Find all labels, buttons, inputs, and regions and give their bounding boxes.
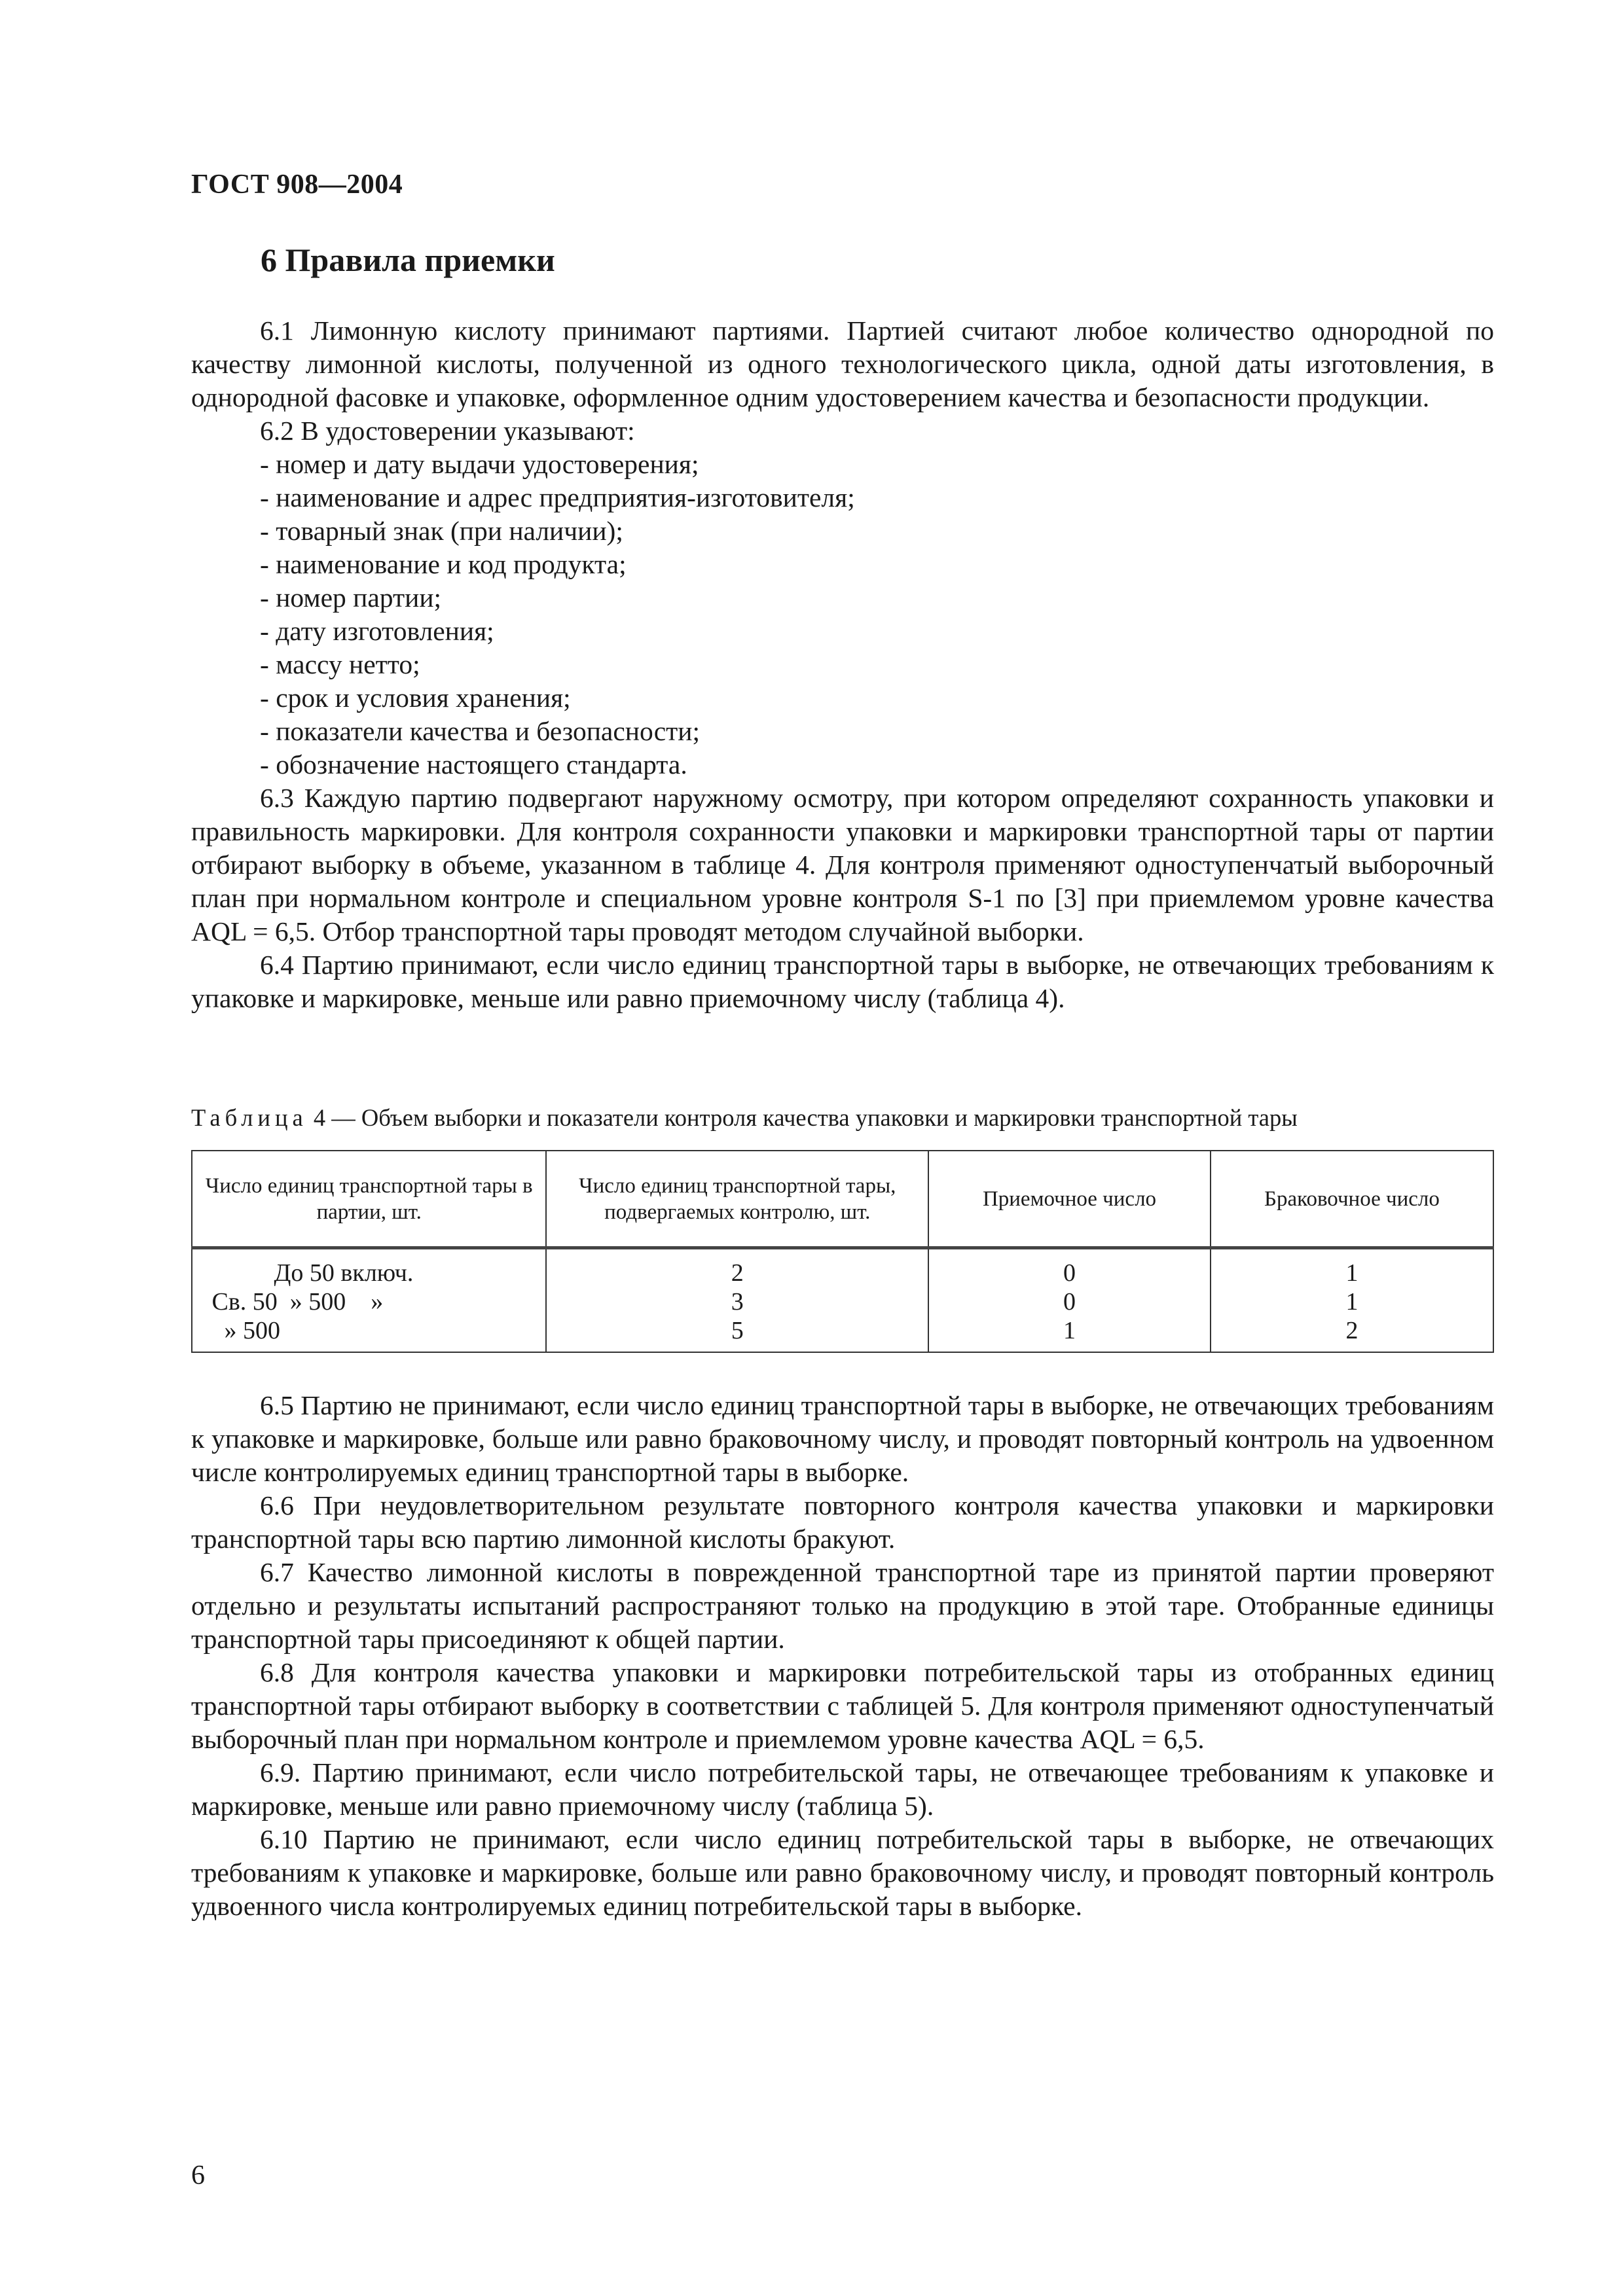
document-code: ГОСТ 908—2004: [191, 170, 403, 200]
paragraph: 6.7 Качество лимонной кислоты в поврежденной транспортной таре из принятой партии проверяют отдельно и результаты испытаний распространяют только на продукцию в этой таре. Отобранные единицы транспортной тары присоединяют к общей партии.: [191, 1557, 1494, 1654]
list-item: - наименование и адрес предприятия-изготовителя;: [260, 482, 855, 512]
page-number: 6: [191, 2161, 205, 2191]
paragraph: 6.10 Партию не принимают, если число единиц потребительской тары в выборке, не отвечающих требованиям к упаковке и маркировке, больше или равно браковочному числу, и проводят повторный контроль удвоенного числа контролируемых единиц потребительской тары в выборке.: [191, 1824, 1494, 1921]
table-header-cell: Число единиц транспортной тары, подвергаемых контролю, шт.: [546, 1151, 928, 1248]
table-header-row: [192, 1151, 1493, 1248]
table-cell-sample-size: [546, 1248, 928, 1353]
paragraph: 6.4 Партию принимают, если число единиц транспортной тары в выборке, не отвечающих требованиям к упаковке и маркировке, меньше или равно приемочному числу (таблица 4).: [191, 950, 1494, 1013]
paragraph: 6.8 Для контроля качества упаковки и маркировки потребительской тары из отобранных единиц транспортной тары отбирают выборку в соответствии с таблицей 5. Для контроля применяют одноступенчатый выборочный план при нормальном контроле и приемлемом уровне качества AQL = 6,5.: [191, 1657, 1494, 1754]
text-block-top: [191, 314, 1494, 1015]
rejection-value: 1: [1345, 1259, 1359, 1287]
paragraph: 6.1 Лимонную кислоту принимают партиями. Партией считают любое количество однородной по качеству лимонной кислоты, полученной из одного технологического цикла, одной даты изготовления, в однородной фасовке и упаковке, оформленное одним удостоверением качества и безопасности продукции.: [191, 315, 1494, 412]
paragraph: 6.2 В удостоверении указывают:: [260, 416, 635, 446]
sample-size-value: 3: [731, 1288, 744, 1316]
sample-size-value: 2: [731, 1259, 744, 1287]
list-item: - дату изготовления;: [260, 616, 494, 646]
acceptance-value: 0: [1063, 1288, 1076, 1316]
table-caption-prefix: Таблица: [191, 1104, 308, 1131]
table-4: [191, 1150, 1494, 1353]
list-item: - массу нетто;: [260, 649, 420, 679]
paragraph: 6.5 Партию не принимают, если число единиц транспортной тары в выборке, не отвечающих требованиям к упаковке и маркировке, больше или равно браковочному числу, и проводят повторный контроль на удвоенном числе контролируемых единиц транспортной тары в выборке.: [191, 1390, 1494, 1487]
table-header-cell: Число единиц транспортной тары в партии, шт.: [192, 1151, 546, 1248]
text-block-bottom: [191, 1389, 1494, 1923]
section-title: 6 Правила приемки: [261, 242, 555, 278]
sample-size-value: 5: [731, 1317, 744, 1344]
list-item: - показатели качества и безопасности;: [260, 716, 701, 746]
paragraph: 6.3 Каждую партию подвергают наружному осмотру, при котором определяют сохранность упаковки и правильность маркировки. Для контроля сохранности упаковки и маркировки транспортной тары от партии отбирают выборку в объеме, указанном в таблице 4. Для контроля применяют одноступенчатый выборочный план при нормальном контроле и специальном уровне контроля S-1 по [3] при приемлемом уровне качества AQL = 6,5. Отбор транспортной тары проводят методом случайной выборки.: [191, 783, 1494, 946]
lot-size-label: Св. 50 » 500 »: [193, 1288, 384, 1316]
paragraph: 6.9. Партию принимают, если число потребительской тары, не отвечающее требованиям к упаковке и маркировке, меньше или равно приемочному числу (таблица 5).: [191, 1757, 1494, 1821]
table-caption-text: 4 — Объем выборки и показатели контроля качества упаковки и маркировки транспортной тары: [307, 1104, 1298, 1131]
table-row: [192, 1248, 1493, 1353]
table-caption: [191, 1103, 1494, 1132]
lot-size-label: До 50 включ.: [193, 1259, 414, 1287]
table-header-cell: Браковочное число: [1211, 1151, 1493, 1248]
paragraph: 6.6 При неудовлетворительном результате повторного контроля качества упаковки и маркировки транспортной тары всю партию лимонной кислоты бракуют.: [191, 1490, 1494, 1554]
table-cell-rejection: [1211, 1248, 1493, 1353]
list-item: - наименование и код продукта;: [260, 549, 627, 579]
list-item: - номер партии;: [260, 583, 442, 613]
list-item: - номер и дату выдачи удостоверения;: [260, 449, 699, 479]
list-item: - обозначение настоящего стандарта.: [260, 749, 687, 780]
rejection-value: 1: [1345, 1288, 1359, 1316]
table-cell-acceptance: [928, 1248, 1211, 1353]
rejection-value: 2: [1345, 1317, 1359, 1344]
list-item: - товарный знак (при наличии);: [260, 516, 623, 546]
acceptance-value: 1: [1063, 1317, 1076, 1344]
table-cell-lot-size: [192, 1248, 546, 1353]
table-header-cell: Приемочное число: [928, 1151, 1211, 1248]
list-item: - срок и условия хранения;: [260, 683, 571, 713]
acceptance-value: 0: [1063, 1259, 1076, 1287]
lot-size-label: » 500: [193, 1317, 280, 1344]
